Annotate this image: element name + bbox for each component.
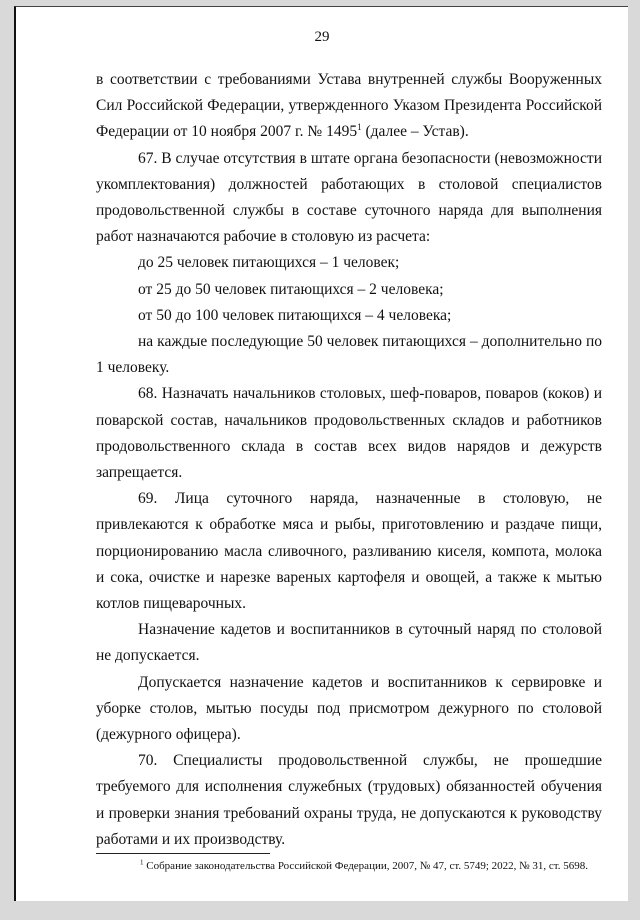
paragraph-69: 69. Лица суточного наряда, назначенные в столовую, не привлекаются к обработке мяса и рыбы, приготовлению и раздаче пищи, порционированию масла сливочного, разливанию киселя, компота, молока и сока, очистке и нарезке вареных картофеля и овощей, а также к мытью котлов пищеварочных. <box>96 490 602 613</box>
footnote-divider <box>96 853 270 854</box>
footnote-marker: 1 <box>140 858 144 867</box>
list-item-4: на каждые последующие 50 человек питающихся – дополнительно по 1 человеку. <box>96 333 602 377</box>
paragraph-68: 68. Назначать начальников столовых, шеф-поваров, поваров (коков) и поварской состав, начальников продовольственных складов и работников продовольственного склада в состав всех видов нарядов и дежурств запрещается. <box>96 385 602 482</box>
paragraph-text: в соответствии с требованиями Устава внутренней службы Вооруженных Сил Российской Федерации, утвержденного Указом Президента Российской Федерации от 10 ноября 2007 г. № 1495 <box>96 71 602 141</box>
paragraph-69-allowed: Допускается назначение кадетов и воспитанников к сервировке и уборке столов, мытью посуды под присмотром дежурного по столовой (дежурного офицера). <box>96 673 602 744</box>
paragraph-text-tail: (далее – Устав). <box>361 123 469 141</box>
list-item-3: от 50 до 100 человек питающихся – 4 человека; <box>138 306 452 324</box>
footnote <box>140 859 610 873</box>
paragraph-70: 70. Специалисты продовольственной службы, не прошедшие требуемого для исполнения служебных (трудовых) обязанностей обучения и проверки знания требований охраны труда, не допускаются к руководству работами и их производству. <box>96 752 602 848</box>
footnote-reference: 1 <box>357 122 362 133</box>
page-number: 29 <box>314 29 330 45</box>
paragraph-69-cadets: Назначение кадетов и воспитанников в суточный наряд по столовой не допускается. <box>96 621 602 665</box>
document-page <box>14 6 628 901</box>
paragraph-67: 67. В случае отсутствия в штате органа безопасности (невозможности укомплектования) должностей работающих в столовой специалистов продовольственной службы в составе суточного наряда для выполнения работ назначаются рабочие в столовую из расчета: <box>96 149 602 246</box>
footnote-text: Собрание законодательства Российской Федерации, 2007, № 47, ст. 5749; 2022, № 31, ст. 5698. <box>143 860 588 872</box>
list-item-1: до 25 человек питающихся – 1 человек; <box>138 254 400 272</box>
list-item-2: от 25 до 50 человек питающихся – 2 человека; <box>138 280 444 298</box>
document-body <box>96 67 602 853</box>
paragraph-continuation <box>96 67 602 146</box>
